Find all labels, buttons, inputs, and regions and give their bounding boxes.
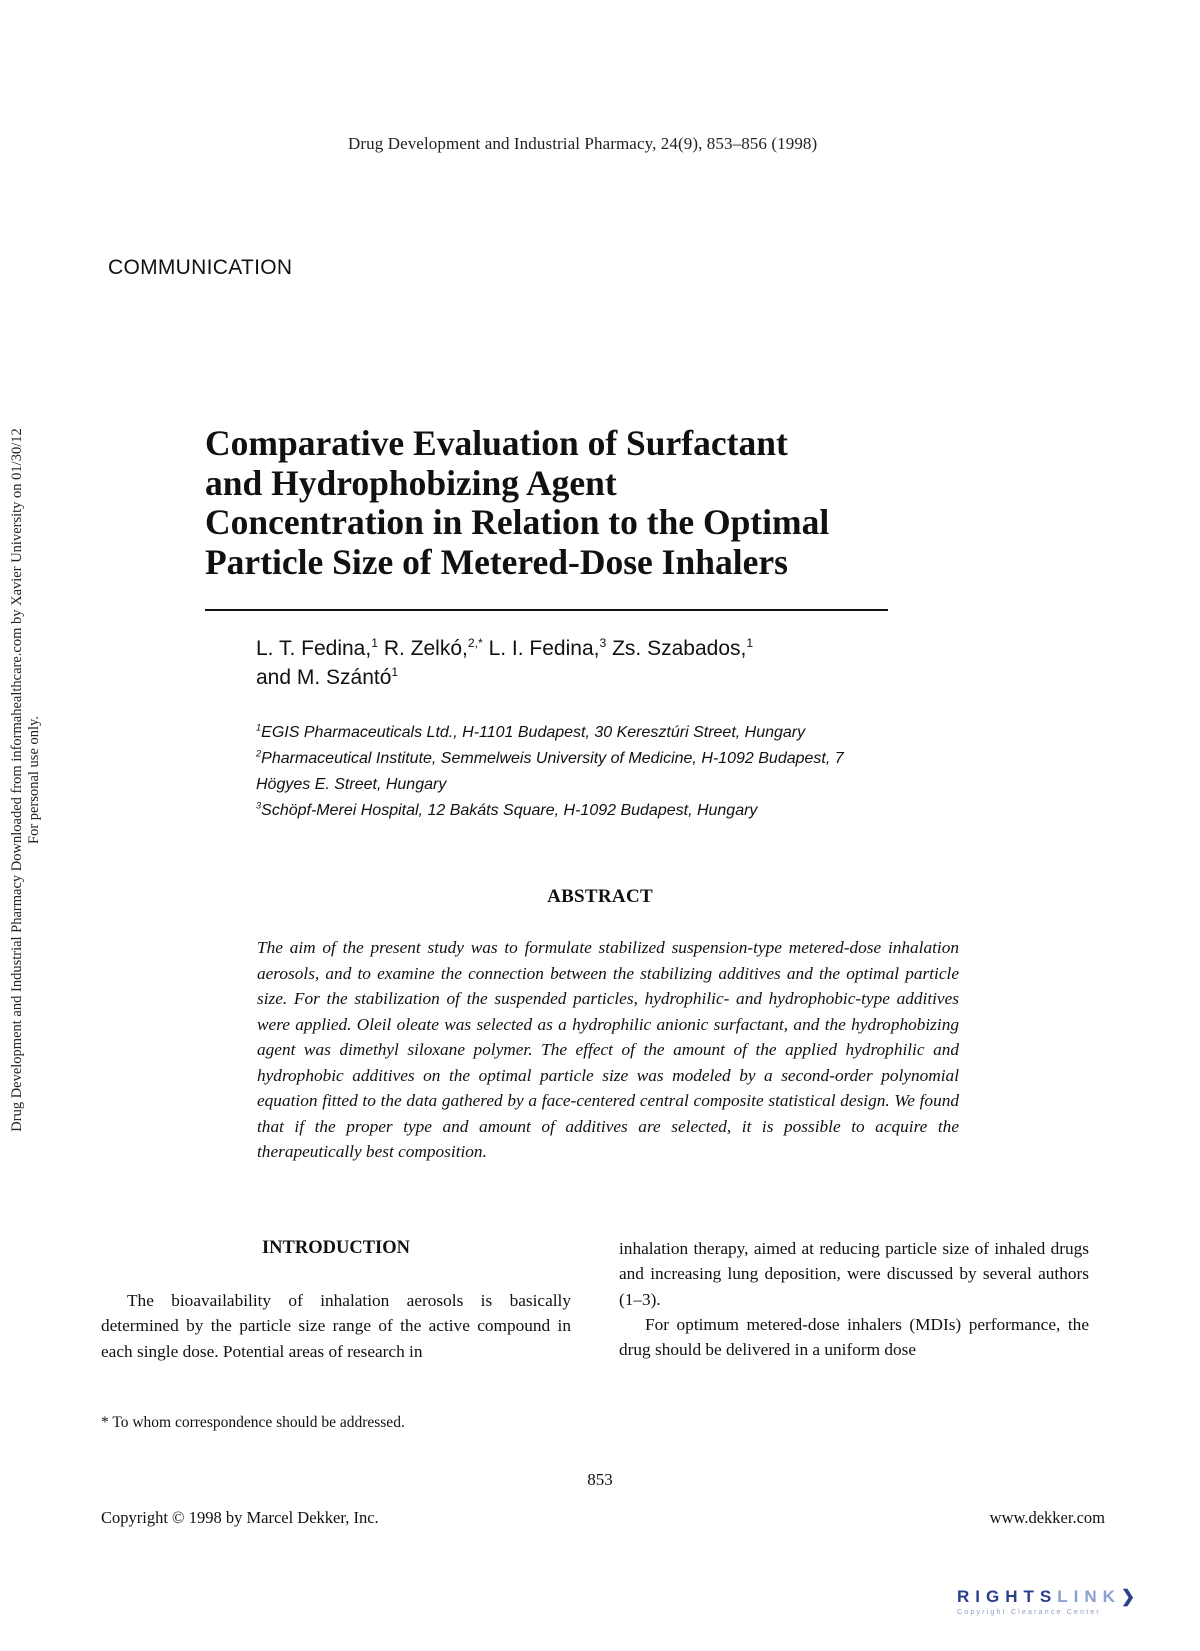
body-paragraph: inhalation therapy, aimed at reducing particle size of inhaled drugs and increasing lung deposition, were discussed by several authors (1–3). <box>619 1239 1089 1309</box>
title-line: Comparative Evaluation of Surfactant <box>205 423 788 463</box>
author-name: L. T. Fedina, <box>256 637 372 660</box>
author-name: and M. Szántó <box>256 666 392 689</box>
author-affiliation-mark: 1 <box>371 636 378 650</box>
publisher-url[interactable]: www.dekker.com <box>989 1508 1105 1527</box>
abstract-text: The aim of the present study was to formulate stabilized suspension-type metered-dose inhalation aerosols, and to examine the connection between the stabilizing additives and the optimal particle size. For the stabilization of the suspended particles, hydrophilic- and hydrophobic-type additives were applied. Oleil oleate was selected as a hydrophilic anionic surfactant, and the hydrophobizing agent was dimethyl siloxane polymer. The effect of the amount of the applied hydrophilic and hydrophobic additives on the optimal particle size was modeled by a second-order polynomial equation fitted to the data gathered by a face-centered central composite statistical design. We found that if the proper type and amount of additives are selected, it is possible to acquire the therapeutically best composition. <box>257 938 959 1161</box>
title-line: and Hydrophobizing Agent <box>205 462 617 503</box>
affiliation-text: EGIS Pharmaceuticals Ltd., H-1101 Budapest, 30 Keresztúri Street, Hungary <box>261 724 806 741</box>
rightslink-logo[interactable] <box>957 1587 1142 1627</box>
affiliation <box>256 798 896 824</box>
download-watermark-line: For personal use only. <box>26 716 42 844</box>
body-paragraph: The bioavailability of inhalation aerosols is basically determined by the particle size range of the active compound in each single dose. Potential areas of research in <box>101 1291 571 1361</box>
affiliation <box>256 720 896 746</box>
title-line: Particle Size of Metered-Dose Inhalers <box>205 541 788 582</box>
page-number: 853 <box>587 1470 613 1489</box>
body-paragraph: For optimum metered-dose inhalers (MDIs) performance, the drug should be delivered in a uniform dose <box>619 1314 1089 1360</box>
author-affiliation-mark: 1 <box>391 665 399 679</box>
introduction-heading: INTRODUCTION <box>261 1238 411 1258</box>
author-list <box>256 634 896 692</box>
section-label: COMMUNICATION <box>108 256 293 279</box>
author-name: L. I. Fedina, <box>488 637 600 660</box>
author-affiliation-mark: 3 <box>599 636 607 650</box>
abstract-heading: ABSTRACT <box>547 886 653 907</box>
affiliation <box>256 746 896 798</box>
author-affiliation-mark: 2,* <box>467 636 483 650</box>
download-watermark-line: Drug Development and Industrial Pharmacy Downloaded from informahealthcare.com by Xavier University on 01/30/12 <box>9 428 25 1132</box>
download-watermark <box>0 380 52 1180</box>
rightslink-arrow-icon: ❯ <box>1120 1587 1142 1606</box>
author-name: R. Zelkó, <box>383 637 468 660</box>
running-head: Drug Development and Industrial Pharmacy, 24(9), 853–856 (1998) <box>348 134 818 153</box>
affiliation-text: Pharmaceutical Institute, Semmelweis University of Medicine, H-1092 Budapest, 7 Högyes E. Street, Hungary <box>256 750 844 793</box>
affiliation-mark: 2 <box>256 748 262 759</box>
title-divider <box>205 609 888 611</box>
article-title <box>205 424 905 582</box>
correspondence-footnote: * To whom correspondence should be addressed. <box>101 1414 405 1431</box>
title-line: Concentration in Relation to the Optimal <box>205 502 830 542</box>
affiliation-text: Schöpf-Merei Hospital, 12 Bakáts Square, H-1092 Budapest, Hungary <box>261 802 758 819</box>
left-column <box>101 1288 571 1364</box>
affiliation-mark: 3 <box>256 800 262 811</box>
rightslink-wordmark-dark: RIGHTS <box>957 1587 1058 1606</box>
right-column <box>619 1236 1089 1362</box>
author-affiliation-mark: 1 <box>746 636 754 650</box>
copyright-notice: Copyright © 1998 by Marcel Dekker, Inc. <box>101 1508 379 1527</box>
affiliation-list <box>256 720 896 824</box>
author-name: Zs. Szabados, <box>612 637 747 660</box>
affiliation-mark: 1 <box>256 722 262 733</box>
rightslink-tagline: Copyright Clearance Center <box>957 1609 1101 1616</box>
rightslink-wordmark-light: LINK <box>1057 1587 1121 1606</box>
